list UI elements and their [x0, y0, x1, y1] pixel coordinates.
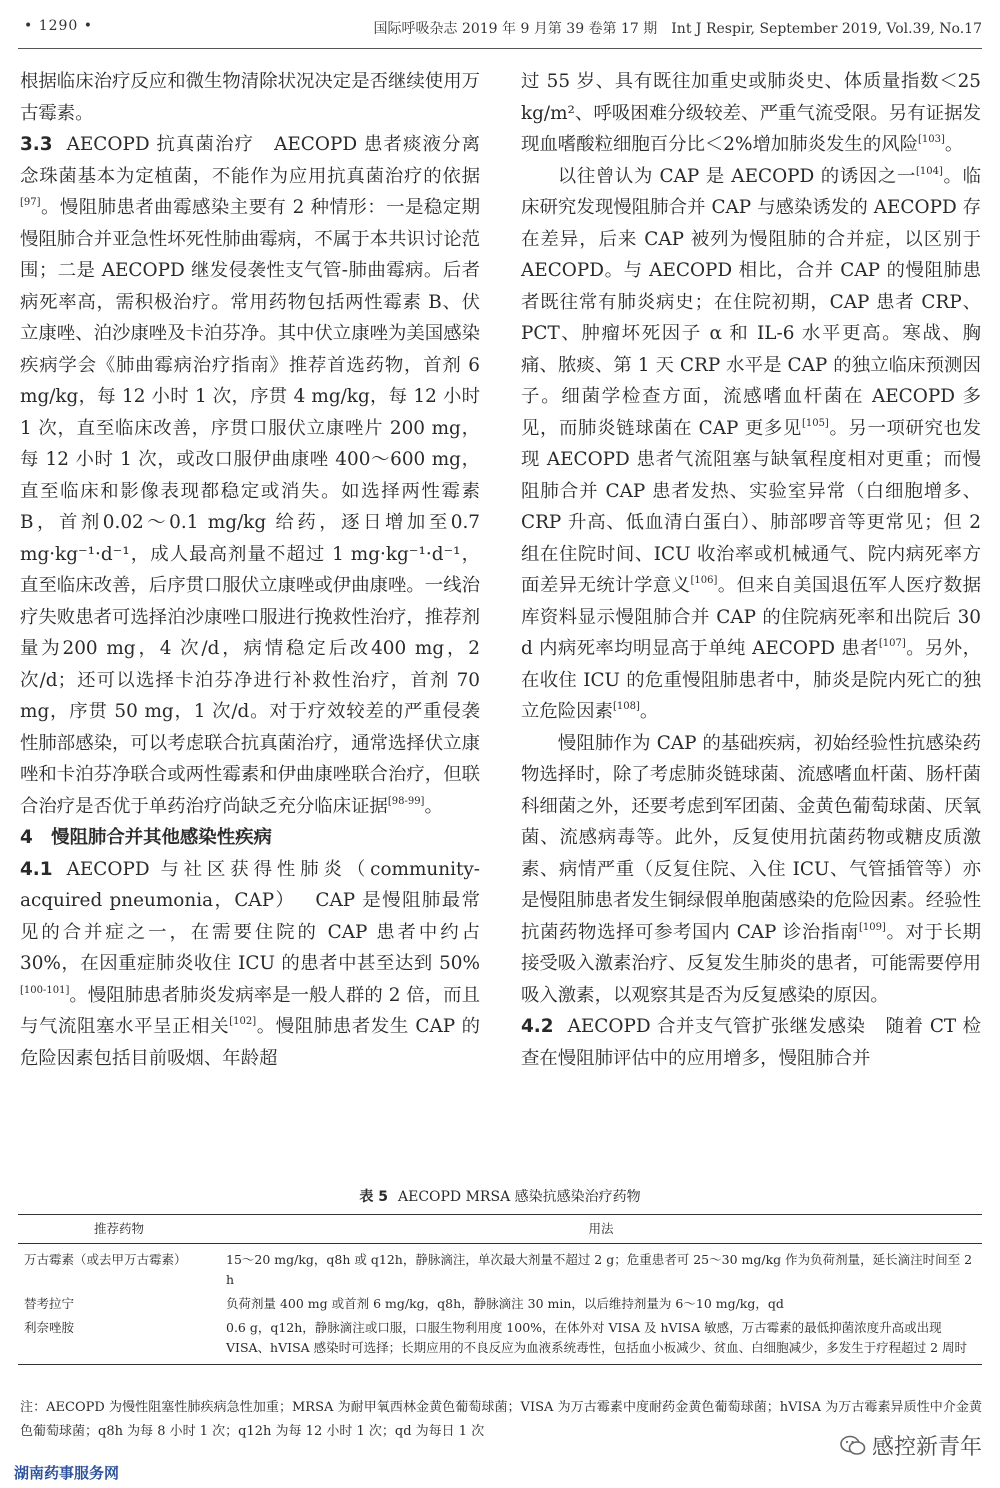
section-title: AECOPD 抗真菌治疗	[66, 134, 255, 155]
table-row	[18, 1316, 982, 1365]
right-column	[521, 66, 981, 1074]
table-label: 表 5	[359, 1189, 388, 1205]
citation: [107]	[878, 638, 906, 649]
section-4-1: 4.1 AECOPD 与社区获得性肺炎（community-acquired pneumonia，CAP） CAP 是慢阻肺最常见的合并症之一，在需要住院的 CAP 患者中约占 30%，在因重症肺炎收住 ICU 的患者中甚至达到 50%[100-101]。慢阻肺患者肺炎发病率是一般人群的 2 倍，而且与气流阻塞水平呈正相关[102]。慢阻肺患者发生 CAP 的危险因素包括目前吸烟、年龄超	[20, 858, 480, 1069]
table-title: 表 5 AECOPD MRSA 感染抗感染治疗药物	[359, 1189, 641, 1205]
citation: [109]	[859, 921, 886, 933]
table-header-row	[18, 1215, 982, 1244]
citation: [105]	[801, 417, 829, 429]
column-header: 推荐药物	[18, 1215, 220, 1244]
section-4-2: 4.2 AECOPD 合并支气管扩张继发感染 随着 CT 检查在慢阻肺评估中的应用增多，慢阻肺合并	[521, 1016, 982, 1069]
drug-name: 万古霉素（或去甲万古霉素）	[24, 1252, 187, 1267]
citation: [104]	[916, 165, 943, 177]
column-header: 用法	[220, 1215, 982, 1244]
section-title: AECOPD 与社区获得性肺炎（community-acquired pneumonia，CAP）	[20, 858, 480, 911]
drug-usage: 负荷剂量 400 mg 或首剂 6 mg/kg，q8h，静脉滴注 30 min，以后维持剂量为 6～10 mg/kg，qd	[226, 1296, 784, 1311]
drug-usage: 15～20 mg/kg，q8h 或 q12h，静脉滴注，单次最大剂量不超过 2 g；危重患者可 25～30 mg/kg 作为负荷剂量，延长滴注时间至 2 h	[226, 1252, 973, 1287]
drug-usage: 0.6 g，q12h，静脉滴注或口服，口服生物利用度 100%，在体外对 VISA 及 hVISA 敏感，万古霉素的最低抑菌浓度升高或出现 VISA、hVISA 感染时可选择；长期应用的不良反应为血液系统毒性，包括血小板减少、贫血、白细胞减少，多发生于疗程超过 2 周时	[220, 1316, 982, 1365]
watermark-text: 感控新青年	[871, 1435, 982, 1460]
section-title: AECOPD 合并支气管扩张继发感染	[567, 1016, 866, 1037]
table-row	[18, 1292, 982, 1316]
page-header	[0, 10, 1000, 44]
citation: [106]	[690, 575, 718, 586]
citation: [102]	[229, 1016, 257, 1027]
wechat-icon	[840, 1435, 866, 1457]
table-5	[18, 1186, 982, 1365]
watermark-wechat	[840, 1430, 982, 1461]
paragraph: 根据临床治疗反应和微生物清除状况决定是否继续使用万古霉素。	[20, 71, 480, 124]
citation: [100-101]	[20, 984, 70, 996]
page-number: • 1290 •	[24, 18, 94, 34]
header-rule	[18, 48, 982, 49]
drug-table	[18, 1214, 982, 1365]
citation: [108]	[612, 701, 640, 712]
citation: [98-99]	[387, 795, 425, 807]
drug-name: 替考拉宁	[24, 1296, 75, 1311]
table-note: 注：AECOPD 为慢性阻塞性肺疾病急性加重；MRSA 为耐甲氧西林金黄色葡萄球菌；VISA 为万古霉素中度耐药金黄色葡萄球菌；hVISA 为万古霉素异质性中介金黄色葡萄球菌；q8h 为每 8 小时 1 次；q12h 为每 12 小时 1 次；qd 为每日 1 次	[20, 1400, 982, 1439]
paragraph: 以往曾认为 CAP 是 AECOPD 的诱因之一[104]。临床研究发现慢阻肺合并 CAP 与感染诱发的 AECOPD 存在差异，后来 CAP 被列为慢阻肺的合并症，以区别于 AECOPD。与 AECOPD 相比，合并 CAP 的慢阻肺患者既往常有肺炎病史；在住院初期，CAP 患者 CRP、PCT、肿瘤坏死因子 α 和 IL-6 水平更高。寒战、胸痛、脓痰、第 1 天 CRP 水平是 CAP 的独立临床预测因子。细菌学检查方面，流感嗜血杆菌在 AECOPD 多见，而肺炎链球菌在 CAP 更多见[105]。另一项研究也发现 AECOPD 患者气流阻塞与缺氧程度相对更重；而慢阻肺合并 CAP 患者发热、实验室异常（白细胞增多、CRP 升高、低血清白蛋白）、肺部啰音等更常见；但 2 组在住院时间、ICU 收治率或机械通气、院内病死率方面差异无统计学意义[106]。但来自美国退伍军人医疗数据库资料显示慢阻肺合并 CAP 的住院病死率和出院后 30 d 内病死率均明显高于单纯 AECOPD 患者[107]。另外，在收住 ICU 的危重慢阻肺患者中，肺炎是院内死亡的独立危险因素[108]。	[521, 165, 981, 722]
section-number: 4.1	[20, 858, 53, 880]
left-column	[20, 66, 480, 1074]
section-number: 4.2	[521, 1016, 554, 1037]
section-3-3: 3.3 AECOPD 抗真菌治疗 AECOPD 患者痰液分离念珠菌基本为定植菌，不能作为应用抗真菌治疗的依据[97]。慢阻肺患者曲霉感染主要有 2 种情形：一是稳定期慢阻肺合并亚急性坏死性肺曲霉病，不属于本共识讨论范围；二是 AECOPD 继发侵袭性支气管-肺曲霉病。后者病死率高，需积极治疗。常用药物包括两性霉素 B、伏立康唑、泊沙康唑及卡泊芬净。其中伏立康唑为美国感染疾病学会《肺曲霉病治疗指南》推荐首选药物，首剂 6 mg/kg，每 12 小时 1 次，序贯 4 mg/kg，每 12 小时 1 次，直至临床改善，序贯口服伏立康唑片 200 mg，每 12 小时 1 次，或改口服伊曲康唑 400～600 mg，直至临床和影像表现都稳定或消失。如选择两性霉素 B，首剂0.02～0.1 mg/kg 给药，逐日增加至0.7 mg·kg⁻¹·d⁻¹，成人最高剂量不超过 1 mg·kg⁻¹·d⁻¹，直至临床改善，后序贯口服伏立康唑或伊曲康唑。一线治疗失败患者可选择泊沙康唑口服进行挽救性治疗，推荐剂量为200 mg，4 次/d，病情稳定后改400 mg，2 次/d；还可以选择卡泊芬净进行补救性治疗，首剂 70 mg，序贯 50 mg，1 次/d。对于疗效较差的严重侵袭性肺部感染，可以考虑联合抗真菌治疗，通常选择伏立康唑和卡泊芬净联合或两性霉素和伊曲康唑联合治疗，但联合治疗是否优于单药治疗尚缺乏充分临床证据[98-99]。	[20, 134, 480, 817]
journal-citation: 国际呼吸杂志 2019 年 9 月第 39 卷第 17 期 Int J Respir, September 2019, Vol.39, No.17	[373, 21, 982, 37]
section-number: 3.3	[20, 134, 53, 155]
watermark-site: 湖南药事服务网	[14, 1464, 120, 1482]
table-row	[18, 1244, 982, 1293]
paragraph: 慢阻肺作为 CAP 的基础疾病，初始经验性抗感染药物选择时，除了考虑肺炎链球菌、流感嗜血杆菌、肠杆菌科细菌之外，还要考虑到军团菌、金黄色葡萄球菌、厌氧菌、流感病毒等。此外，反复使用抗菌药物或糖皮质激素、病情严重（反复住院、入住 ICU、气管插管等）亦是慢阻肺患者发生铜绿假单胞菌感染的危险因素。经验性抗菌药物选择可参考国内 CAP 诊治指南[109]。对于长期接受吸入激素治疗、反复发生肺炎的患者，可能需要停用吸入激素，以观察其是否为反复感染的原因。	[521, 732, 981, 1006]
paragraph: 过 55 岁、具有既往加重史或肺炎史、体质量指数＜25 kg/m²、呼吸困难分级较差、严重气流受限。另有证据发现血嗜酸粒细胞百分比＜2%增加肺炎发生的风险[103]。	[521, 71, 981, 155]
citation: [97]	[20, 197, 41, 208]
drug-name: 利奈唑胺	[18, 1316, 220, 1365]
section-4-heading: 4 慢阻肺合并其他感染性疾病	[20, 827, 272, 848]
citation: [103]	[918, 134, 945, 145]
